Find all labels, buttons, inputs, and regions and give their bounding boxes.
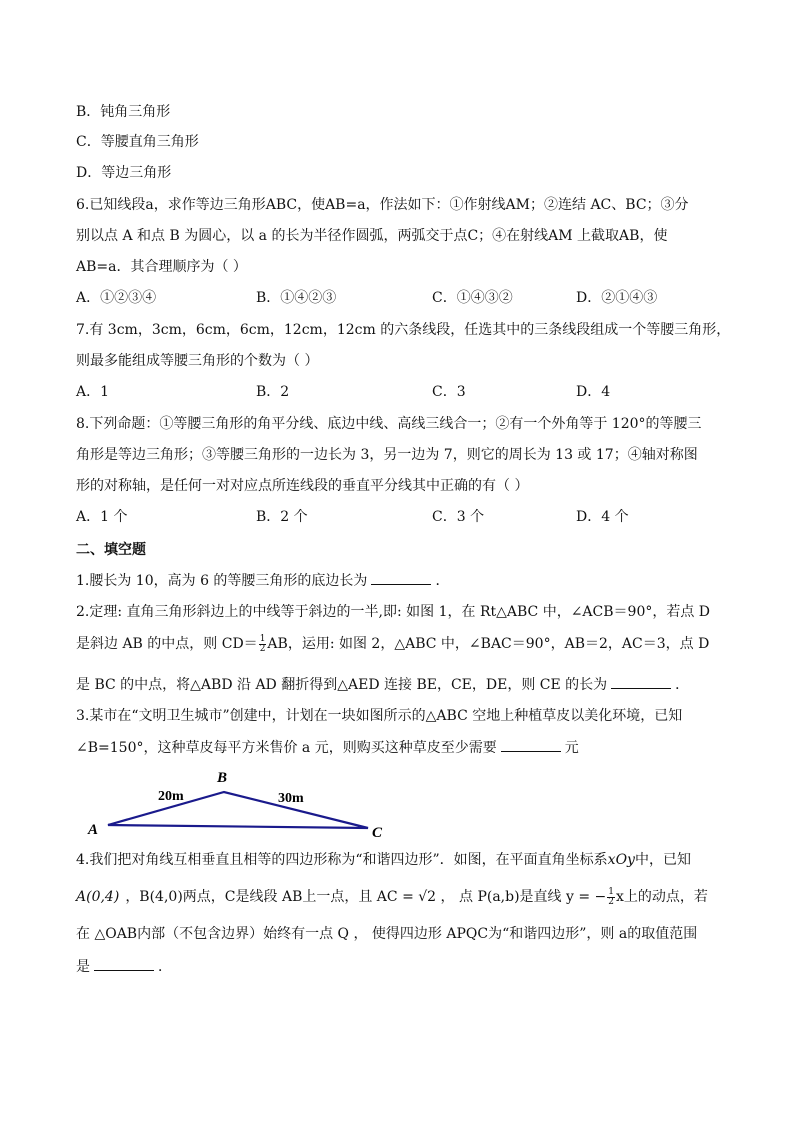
fill-q3-line2 [76,737,579,758]
side-ab-length: 20m [158,789,184,804]
fill-q4-line4 [76,956,172,977]
math-point-a: A(0,4) [76,889,120,905]
q8-line1: 8.下列命题：①等腰三角形的角平分线、底边中线、高线三线合一；②有一个外角等于 120°的等腰三 [76,416,702,432]
fill-q3-line2-post: 元 [564,740,579,756]
q6-line2: 别以点 A 和点 B 为圆心，以 a 的长为半径作圆弧，两弧交于点C；④在射线AM 上截取AB，使 [76,228,668,244]
fill-q2-line2 [76,634,709,654]
fill-q4-line1-post: 中，已知 [634,852,691,868]
fraction-half [607,888,615,907]
fraction-numerator: 1 [259,633,266,644]
label-c: C [372,825,383,841]
fraction-denominator: 2 [259,643,266,654]
q6-line1: 6.已知线段a，求作等边三角形ABC，使AB=a，作法如下：①作射线AM；②连结 AC、BC；③分 [76,197,689,213]
q8-line3: 形的对称轴，是任何一对对应点所连线段的垂直平分线其中正确的有（ ） [76,478,529,494]
option-c: C．等腰直角三角形 [76,134,199,150]
q7-option-b: B．2 [256,384,290,400]
fill-q4-line4-post: ． [158,959,172,975]
q8-option-d: D．4 个 [576,509,629,525]
fill-q2-line3-post: ． [675,677,690,693]
q7-line2: 则最多能组成等腰三角形的个数为（ ） [76,353,319,369]
option-d: D．等边三角形 [76,165,172,181]
fill-q2-line2-post: AB，运用: 如图 2，△ABC 中，∠BAC＝90°，AB＝2，AC＝3，点 D [267,636,710,652]
fill-q1 [76,570,449,591]
fill-q4-line2-b: ，B(4,0)两点， [125,889,225,905]
q8-option-a: A．1 个 [76,509,128,525]
fill-q1-text: 1.腰长为 10，高为 6 的等腰三角形的底边长为 [76,573,368,589]
section-title: 二、填空题 [76,542,146,558]
math-xoy: xOy [607,852,635,868]
fraction-half [259,635,267,654]
triangle-abc [108,792,368,828]
label-b: B [217,770,228,786]
q8-option-c: C．3 个 [432,509,485,525]
q7-option-c: C．3 [432,384,466,400]
fraction-denominator: 2 [608,896,614,907]
fraction-numerator: 1 [608,886,614,897]
q6-option-a: A．①②③④ [76,290,157,306]
answer-blank[interactable] [94,956,154,971]
q6-option-b: B．①④②③ [256,290,337,306]
fill-q4-line4-pre: 是 [76,959,90,975]
fill-q2-line3-pre: 是 BC 的中点，将△ABD 沿 AD 翻折得到△AED 连接 BE，CE，DE，则 CE 的长为 [76,677,608,693]
q6-line3: AB=a．其合理顺序为（ ） [76,259,247,275]
q7-option-a: A．1 [76,384,110,400]
fill-q3-line1: 3.某市在“文明卫生城市”创建中，计划在一块如图所示的△ABC 空地上种植草皮以美化环境，已知 [76,708,683,724]
q6-option-d: D．②①④③ [576,290,658,306]
answer-blank[interactable] [501,737,561,752]
q7-line1: 7.有 3cm，3cm，6cm，6cm，12cm，12cm 的六条线段，任选其中的三条线段组成一个等腰三角形， [76,322,731,338]
q8-line2: 角形是等边三角形；③等腰三角形的一边长为 3，另一边为 7，则它的周长为 13 或 17；④轴对称图 [76,447,698,463]
fill-q3-line2-pre: ∠B=150°，这种草皮每平方米售价 a 元，则购买这种草皮至少需要 [76,740,497,756]
fill-q2-line1: 2.定理: 直角三角形斜边上的中线等于斜边的一半,即: 如图 1，在 Rt△ABC 中，∠ACB＝90°，若点 D [76,604,711,620]
fill-q2-line2-pre: 是斜边 AB 的中点，则 CD＝ [76,636,258,652]
fill-q4-line2 [76,887,708,907]
answer-blank[interactable] [611,674,671,689]
fill-q2-line3 [76,674,689,695]
triangle-figure [80,766,400,842]
fill-q4-line1-pre: 4.我们把对角线互相垂直且相等的四边形称为“和谐四边形”．如图，在平面直角坐标系 [76,852,608,868]
answer-blank[interactable] [371,570,431,585]
fill-q4-line2-d: x上的动点，若 [616,889,708,905]
fill-q4-line1 [76,850,691,870]
option-b: B．钝角三角形 [76,104,171,120]
fill-q1-end: ． [435,573,450,589]
label-a: A [88,822,99,838]
q7-option-d: D．4 [576,384,611,400]
fill-q4-line3: 在 △OAB内部（不包含边界）始终有一点 Q ， 使得四边形 APQC为“和谐四边形”，则 a的取值范围 [76,926,698,942]
q6-option-c: C．①④③② [432,290,513,306]
side-bc-length: 30m [278,791,304,806]
q8-option-b: B．2 个 [256,509,308,525]
fill-q4-line2-c: C是线段 AB上一点，且 AC = √2 ， 点 P(a,b)是直线 y = − [224,889,607,905]
